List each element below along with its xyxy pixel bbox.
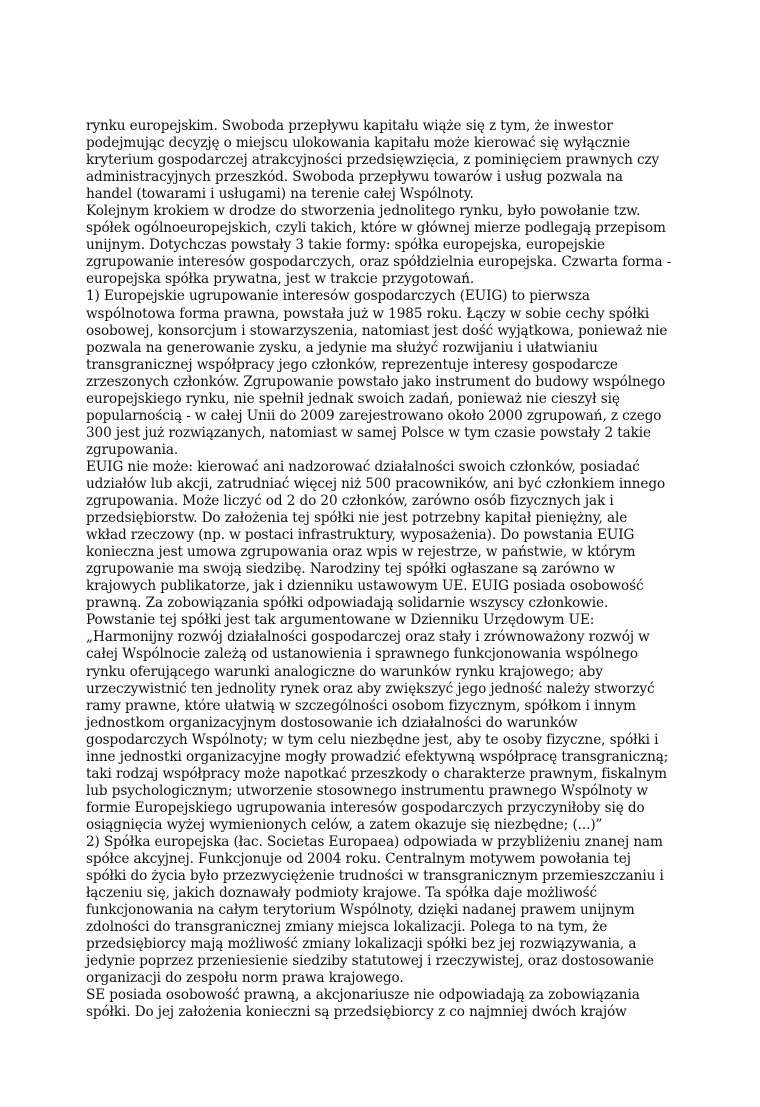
text-line: rynku europejskim. Swoboda przepływu kapitału wiąże się z tym, że inwestor (86, 118, 613, 134)
text-line: inne jednostki organizacyjne mogły prowadzić efektywną współpracę transgraniczną; (86, 748, 669, 765)
text-line: SE posiada osobowość prawną, a akcjonariusze nie odpowiadają za zobowiązania (86, 987, 640, 1004)
text-line: ramy prawne, które ułatwią w szczególności osobom fizycznym, spółkom i innym (86, 697, 636, 714)
text-line: zrzeszonych członków. Zgrupowanie powstało jako instrument do budowy wspólnego (86, 373, 666, 390)
text-line: kryterium gospodarczej atrakcyjności przedsięwzięcia, z pominięciem prawnych czy (86, 152, 660, 169)
text-line: przedsiębiorstw. Do założenia tej spółki nie jest potrzebny kapitał pieniężny, ale (86, 510, 628, 527)
text-line: spółki do życia było przezwyciężenie trudności w transgranicznym przemieszczaniu i (86, 868, 664, 885)
text-line: jedynie poprzez przeniesienie siedziby statutowej i rzeczywistej, oraz dostosowanie (86, 953, 654, 970)
text-line: unijnym. Dotychczas powstały 3 takie formy: spółka europejska, europejskie (86, 237, 605, 254)
text-line: Powstanie tej spółki jest tak argumentowane w Dzienniku Urzędowym UE: (86, 612, 595, 629)
text-line: konieczna jest umowa zgrupowania oraz wpis w rejestrze, w państwie, w którym (86, 544, 636, 561)
text-line: administracyjnych przeszkód. Swoboda przepływu towarów i usług pozwala na (86, 169, 623, 186)
text-line: zgrupowania. (86, 441, 179, 458)
text-line: osiągnięcia wyżej wymienionych celów, a zatem okazuje się niezbędne; (...)” (86, 816, 603, 833)
document-body (86, 118, 672, 1021)
text-line: całej Wspólnocie zależą od ustanowienia i sprawnego funkcjonowania wspólnego (86, 646, 638, 663)
text-line: zgrupowanie interesów gospodarczych, oraz spółdzielnia europejska. Czwarta forma - (86, 254, 672, 271)
text-line: 2) Spółka europejska (łac. Societas Europaea) odpowiada w przybliżeniu znanej nam (86, 833, 663, 850)
text-line: wkład rzeczowy (np. w postaci infrastruktury, wyposażenia). Do powstania EUIG (86, 527, 635, 544)
text-line: funkcjonowania na całym terytorium Wspólnoty, dzięki nadanej prawem unijnym (86, 902, 635, 919)
text-line: organizacji do zespołu norm prawa krajowego. (86, 970, 404, 987)
text-line: popularnością - w całej Unii do 2009 zarejestrowano około 2000 zgrupowań, z czego (86, 407, 662, 424)
text-line: „Harmonijny rozwój działalności gospodarczej oraz stały i zrównoważony rozwój w (86, 629, 650, 646)
text-line: 300 jest już rozwiązanych, natomiast w samej Polsce w tym czasie powstały 2 takie (86, 424, 652, 441)
text-line: prawną. Za zobowiązania spółki odpowiadają solidarnie wszyscy członkowie. (86, 595, 609, 612)
text-line: taki rodzaj współpracy może napotkać przeszkody o charakterze prawnym, fiskalnym (86, 765, 667, 782)
text-line: 1) Europejskie ugrupowanie interesów gospodarczych (EUIG) to pierwsza (86, 288, 590, 305)
text-line: krajowych publikatorze, jak i dzienniku ustawowym UE. EUIG posiada osobowość (86, 578, 644, 595)
text-line: podejmując decyzję o miejscu ulokowania kapitału może kierować się wyłącznie (86, 135, 631, 152)
text-line: zgrupowanie ma swoją siedzibę. Narodziny tej spółki ogłaszane są zarówno w (86, 561, 616, 578)
text-line: transgranicznej współpracy jego członków, reprezentuje interesy gospodarcze (86, 356, 618, 373)
text-line: łączeniu się, jakich doznawały podmioty krajowe. Ta spółka daje możliwość (86, 885, 598, 902)
text-line: jednostkom organizacyjnym dostosowanie ich działalności do warunków (86, 714, 578, 731)
text-line: Kolejnym krokiem w drodze do stworzenia jednolitego rynku, było powołanie tzw. (86, 203, 641, 220)
text-line: EUIG nie może: kierować ani nadzorować działalności swoich członków, posiadać (86, 458, 640, 475)
text-line: europejska spółka prywatna, jest w trakcie przygotowań. (86, 271, 475, 288)
text-line: spółek ogólnoeuropejskich, czyli takich, które w głównej mierze podlegają przepisom (86, 220, 666, 237)
text-line: lub psychologicznym; utworzenie stosownego instrumentu prawnego Wspólnoty w (86, 782, 648, 799)
text-line: formie Europejskiego ugrupowania interesów gospodarczych przyczyniłoby się do (86, 799, 645, 816)
text-line: handel (towarami i usługami) na terenie całej Wspólnoty. (86, 186, 474, 203)
text-line: zdolności do transgranicznej zmiany miejsca lokalizacji. Polega to na tym, że (86, 919, 608, 936)
text-line: osobowej, konsorcjum i stowarzyszenia, natomiast jest dość wyjątkowa, ponieważ nie (86, 322, 668, 339)
text-line: udziałów lub akcji, zatrudniać więcej niż 500 pracowników, ani być członkiem innego (86, 475, 666, 492)
text-line: przedsiębiorcy mają możliwość zmiany lokalizacji spółki bez jej rozwiązywania, a (86, 936, 637, 953)
text-line: pozwala na generowanie zysku, a jedynie ma służyć rozwijaniu i ułatwianiu (86, 339, 598, 356)
text-line: rynku oferującego warunki analogiczne do warunków rynku krajowego; aby (86, 663, 603, 680)
text-line: europejskiego rynku, nie spełnił jednak swoich zadań, ponieważ nie cieszył się (86, 390, 620, 407)
text-line: spółce akcyjnej. Funkcjonuje od 2004 roku. Centralnym motywem powołania tej (86, 851, 631, 868)
text-line: urzeczywistnić ten jednolity rynek oraz aby zwiększyć jego jedność należy stworzyć (86, 680, 655, 697)
text-line: gospodarczych Wspólnoty; w tym celu niezbędne jest, aby te osoby fizyczne, spółki i (86, 731, 659, 748)
text-line: zgrupowania. Może liczyć od 2 do 20 członków, zarówno osób fizycznych jak i (86, 493, 614, 510)
text-line: spółki. Do jej założenia konieczni są przedsiębiorcy z co najmniej dwóch krajów (86, 1004, 627, 1021)
text-line: wspólnotowa forma prawna, powstała już w 1985 roku. Łączy w sobie cechy spółki (86, 305, 650, 322)
